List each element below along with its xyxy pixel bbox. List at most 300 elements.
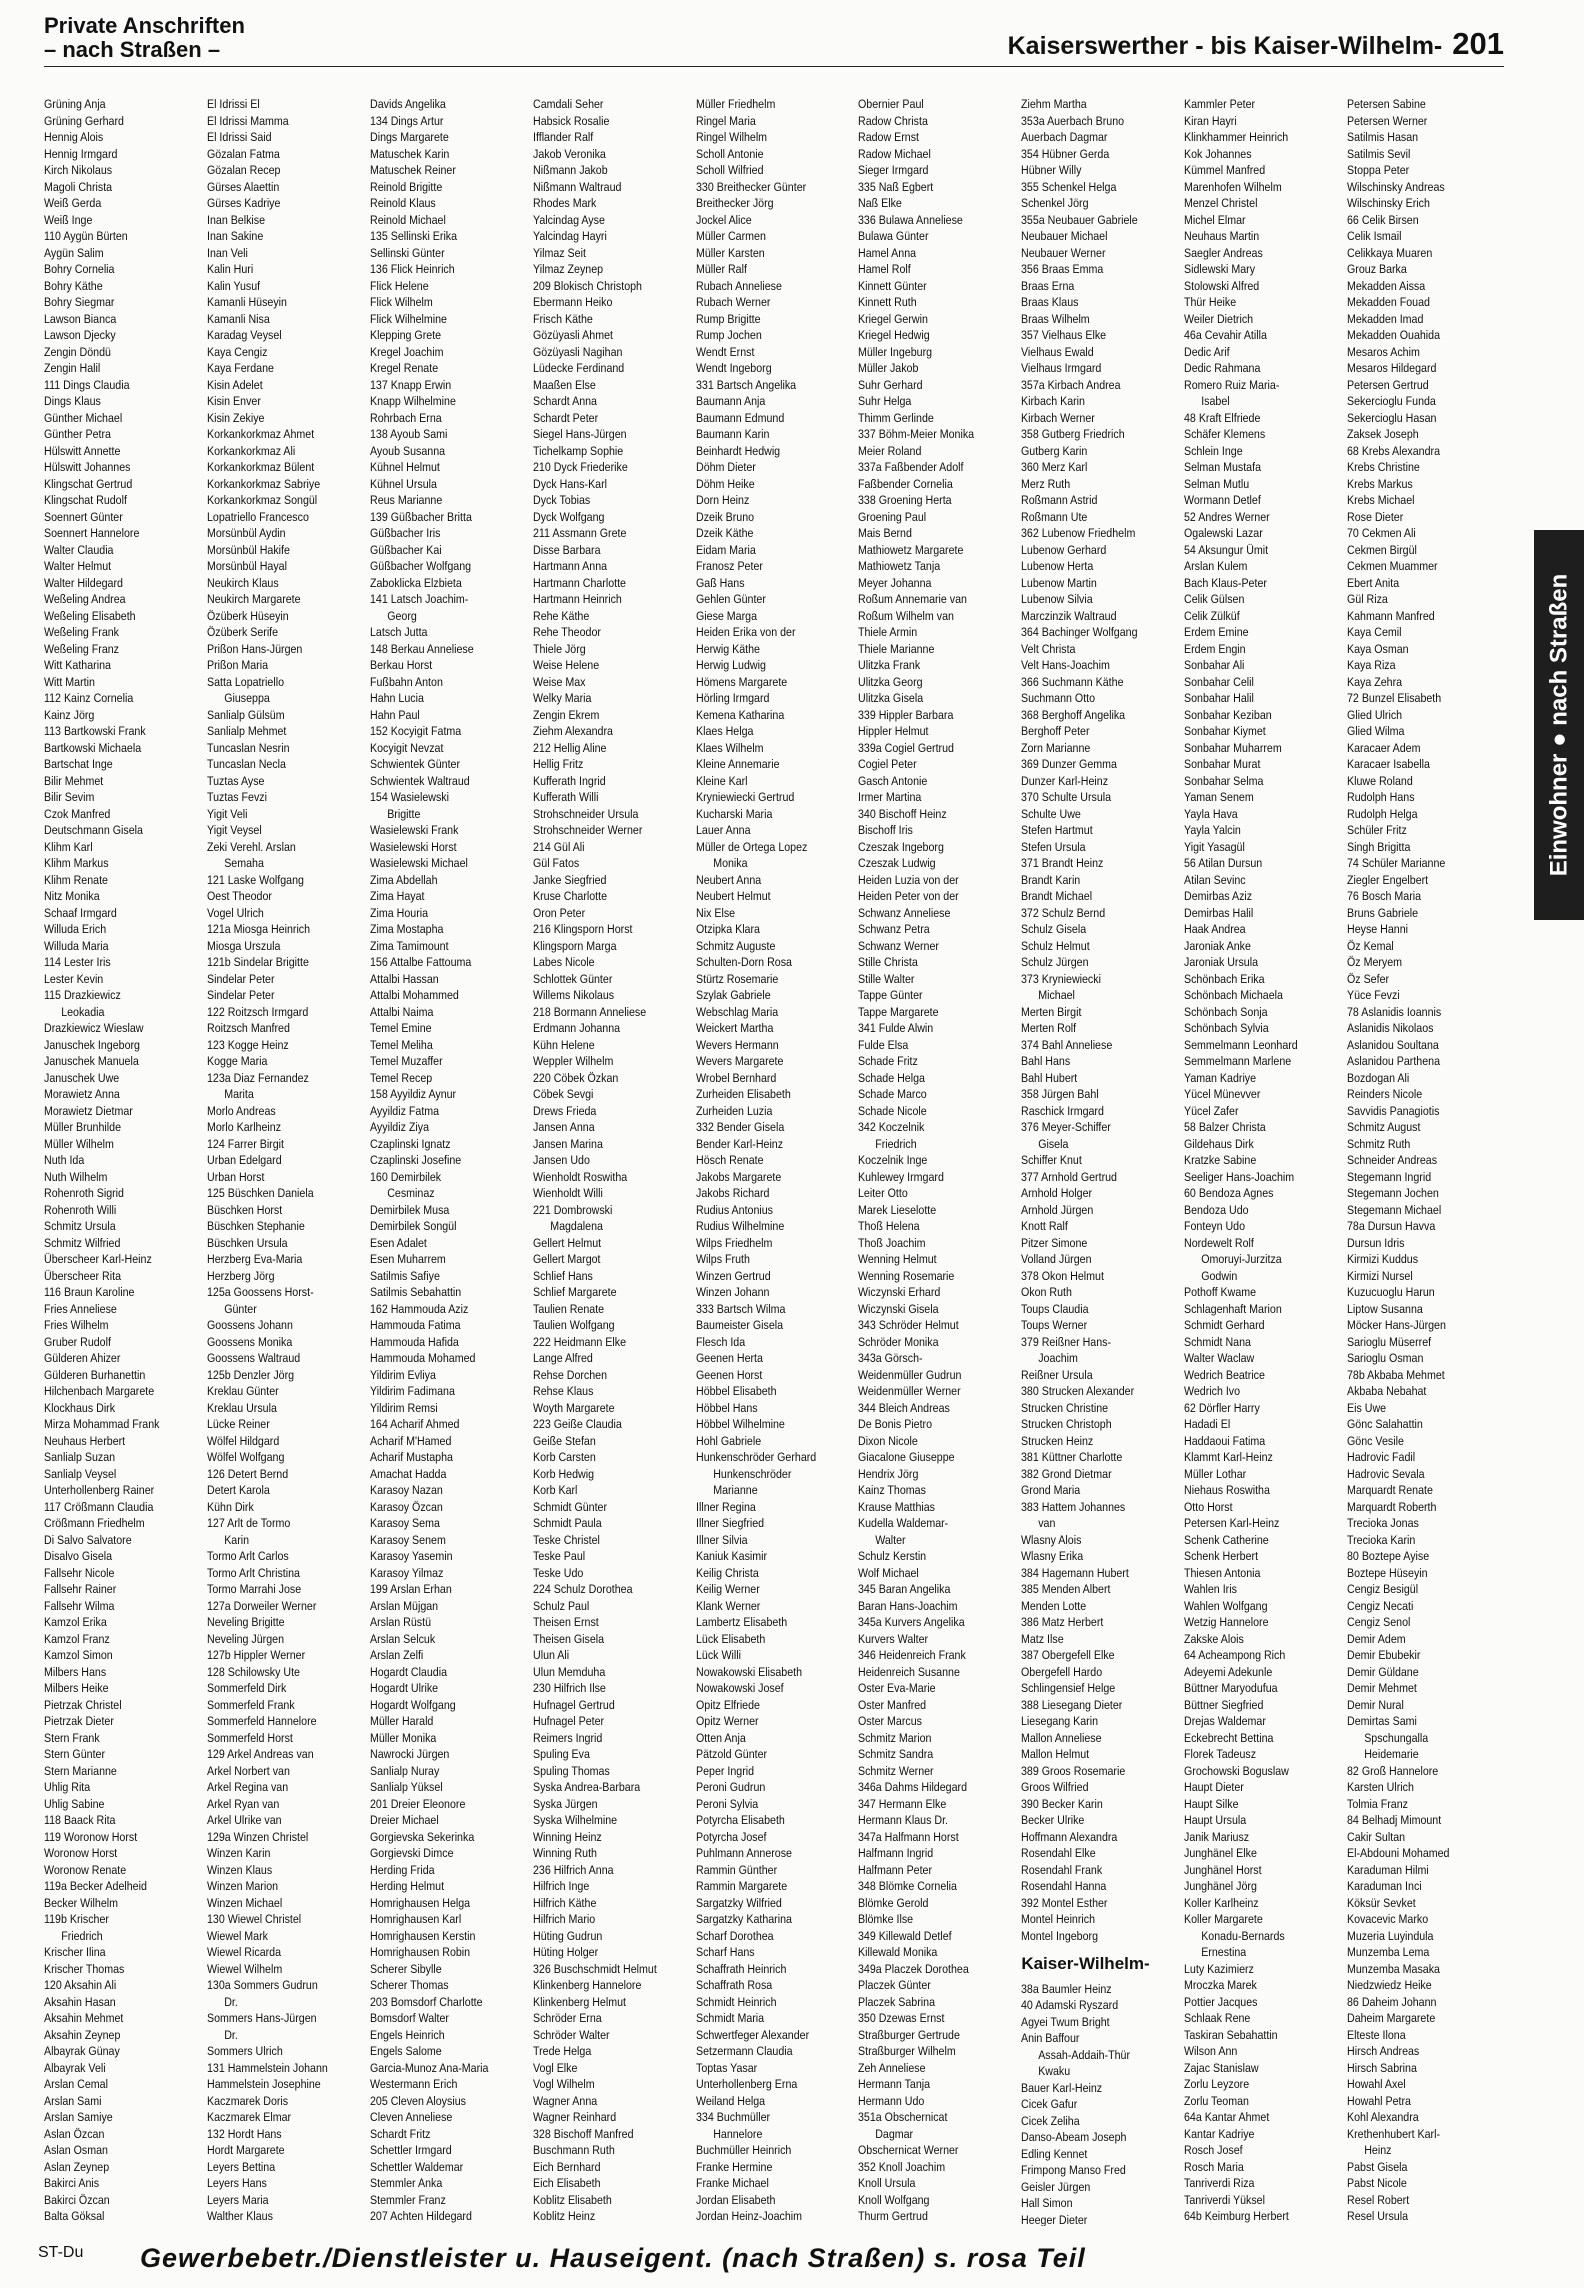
directory-entry: Vielhaus Ewald	[1021, 344, 1094, 359]
directory-entry: Soennert Günter	[44, 509, 123, 524]
directory-entry: Ayoub Susanna	[369, 443, 445, 458]
directory-entry: Kreklau Ursula	[206, 1400, 277, 1415]
directory-entry: 127 Arlt de Tormo	[206, 1516, 291, 1530]
directory-entry: Sonbahar Ali	[1184, 658, 1245, 672]
directory-entry: Munzemba Lema	[1347, 1945, 1430, 1959]
directory-entry: Dyck Wolfgang	[532, 509, 605, 524]
directory-entry: Jakob Veronika	[532, 146, 606, 161]
directory-entry: Dreier Michael	[369, 1813, 439, 1827]
directory-entry: 338 Groening Herta	[858, 493, 953, 507]
directory-entry: Wölfel Wolfgang	[206, 1450, 285, 1464]
directory-entry: Januschek Ingeborg	[44, 1037, 140, 1052]
directory-entry: Neubert Helmut	[695, 889, 771, 903]
directory-entry: Semmelmann Leonhard	[1184, 1037, 1298, 1052]
directory-entry: Nix Else	[695, 905, 735, 920]
directory-entry: Woronow Renate	[44, 1862, 127, 1877]
directory-entry: Disse Barbara	[532, 542, 601, 557]
directory-entry: Willuda Erich	[44, 922, 107, 936]
directory-entry: Hammouda Mohamed	[369, 1351, 476, 1365]
directory-entry: 384 Hagemann Hubert	[1021, 1565, 1130, 1580]
directory-column	[533, 96, 690, 2226]
directory-entry: Sarioglu Osman	[1347, 1351, 1424, 1365]
page-header-left	[44, 14, 245, 62]
directory-entry: Bakirci Anis	[44, 2176, 100, 2190]
directory-entry: Schulz Gisela	[1021, 922, 1087, 936]
directory-entry: Kurvers Walter	[858, 1631, 929, 1646]
directory-entry: 350 Dzewas Ernst	[858, 2011, 945, 2025]
directory-entry: Stolowski Alfred	[1184, 278, 1260, 293]
directory-entry: Müller Friedhelm	[695, 97, 775, 111]
directory-entry: Braas Wilhelm	[1021, 311, 1091, 326]
directory-entry: Sommers Hans-Jürgen	[206, 2011, 317, 2025]
directory-entry: 212 Hellig Aline	[532, 740, 607, 755]
directory-entry: Reimers Ingrid	[532, 1730, 602, 1745]
directory-entry: Setzermann Claudia	[695, 2044, 793, 2058]
directory-entry: Attalbi Naima	[369, 1004, 434, 1019]
directory-entry: Scholl Antonie	[695, 146, 764, 161]
directory-entry: Schlottek Günter	[532, 971, 613, 986]
directory-entry: 199 Arslan Erhan	[369, 1582, 452, 1596]
directory-entry: Mallon Helmut	[1021, 1747, 1090, 1761]
directory-entry: Daheim Margarete	[1347, 2011, 1436, 2025]
directory-entry: Neveling Brigitte	[206, 1615, 285, 1629]
directory-entry: Suchmann Otto	[1021, 691, 1096, 705]
directory-entry: Bach Klaus-Peter	[1184, 575, 1268, 590]
directory-entry: Camdali Seher	[532, 97, 604, 111]
directory-entry: Yüce Fevzi	[1347, 988, 1400, 1002]
directory-entry: 352 Knoll Joachim	[858, 2159, 946, 2174]
directory-entry: 121a Miosga Heinrich	[206, 922, 310, 936]
directory-entry: Hüting Holger	[532, 1945, 598, 1959]
directory-entry: Gönc Salahattin	[1347, 1417, 1423, 1431]
directory-entry: Zaboklicka Elzbieta	[369, 575, 462, 590]
directory-entry: 48 Kraft Elfriede	[1184, 410, 1261, 425]
directory-entry: Jansen Anna	[532, 1120, 595, 1134]
directory-entry: Schönbach Sonja	[1184, 1004, 1268, 1019]
directory-entry	[1347, 2225, 1482, 2227]
directory-entry: Kregel Joachim	[369, 344, 444, 359]
directory-entry: Marenhofen Wilhelm	[1184, 179, 1282, 194]
directory-entry: Überscheer Rita	[44, 1268, 121, 1283]
directory-entry: Müller Brunhilde	[44, 1120, 121, 1134]
directory-entry: Morawietz Anna	[44, 1087, 120, 1101]
directory-entry: Jansen Udo	[532, 1153, 590, 1167]
directory-entry: Lange Alfred	[532, 1351, 593, 1365]
directory-entry: Satilmis Safiye	[369, 1268, 440, 1283]
directory-entry: Petersen Gertrud	[1347, 377, 1429, 392]
directory-entry: 111 Dings Claudia	[44, 377, 130, 392]
directory-entry: Rehse Dorchen	[532, 1367, 607, 1382]
directory-entry: Syska Andrea-Barbara	[532, 1780, 640, 1794]
directory-entry: Schenk Catherine	[1184, 1532, 1269, 1547]
directory-entry: Kümmel Manfred	[1184, 163, 1266, 177]
directory-entry: 56 Atilan Dursun	[1184, 856, 1263, 870]
directory-entry: Lopatriello Francesco	[206, 509, 309, 524]
directory-entry: 78a Dursun Havva	[1347, 1219, 1436, 1233]
directory-entry: Beinhardt Hedwig	[695, 443, 780, 458]
directory-entry: 343 Schröder Helmut	[858, 1318, 960, 1332]
directory-entry: Schardt Peter	[532, 410, 598, 425]
directory-entry: Otten Anja	[695, 1730, 746, 1745]
directory-entry: Roßum Annemarie van	[858, 592, 968, 606]
directory-entry: Michael	[1038, 988, 1076, 1002]
directory-entry: 223 Geiße Claudia	[532, 1417, 622, 1431]
directory-entry: Marita	[224, 1087, 254, 1101]
directory-entry: Grüning Gerhard	[44, 113, 124, 128]
directory-entry: 58 Balzer Christa	[1184, 1120, 1266, 1134]
directory-entry: 127b Hippler Werner	[206, 1648, 306, 1662]
directory-entry: Michel Elmar	[1184, 212, 1246, 227]
directory-entry: Okon Ruth	[1021, 1285, 1073, 1299]
directory-entry: Petersen Sabine	[1347, 97, 1426, 111]
directory-entry: Nuth Ida	[44, 1153, 85, 1167]
directory-entry: Karacaer Adem	[1347, 740, 1421, 755]
directory-entry: Suhr Helga	[858, 394, 912, 408]
directory-entry: Ringel Wilhelm	[695, 130, 767, 144]
directory-entry: Krebs Markus	[1347, 476, 1413, 491]
directory-entry: 364 Bachinger Wolfgang	[1021, 625, 1138, 639]
directory-entry: Schwanz Petra	[858, 922, 931, 936]
directory-entry: Radow Ernst	[858, 130, 920, 144]
directory-entry: Urban Edelgard	[206, 1153, 282, 1167]
directory-entry: Wagner Anna	[532, 2093, 597, 2108]
directory-entry: 76 Bosch Maria	[1347, 889, 1422, 903]
directory-entry: 369 Dunzer Gemma	[1021, 757, 1118, 771]
directory-entry: Obergefell Hardo	[1021, 1664, 1103, 1679]
directory-entry: Weppler Wilhelm	[532, 1054, 613, 1068]
directory-entry: Özüberk Hüseyin	[206, 608, 289, 623]
directory-entry: Pabst Nicole	[1347, 2176, 1407, 2190]
directory-entry: Sommers Ulrich	[206, 2044, 283, 2058]
directory-entry: Willuda Maria	[44, 938, 109, 953]
directory-entry: Taulien Renate	[532, 1301, 604, 1316]
directory-entry: Stille Christa	[858, 955, 919, 969]
directory-column	[1021, 96, 1178, 2226]
directory-entry: Boztepe Hüseyin	[1347, 1565, 1428, 1580]
directory-entry: Acharif Mustapha	[369, 1450, 453, 1464]
directory-entry: 52 Andres Werner	[1184, 509, 1270, 524]
directory-entry: Klinkenberg Helmut	[532, 1994, 626, 2009]
directory-entry: Gruber Rudolf	[44, 1334, 111, 1349]
directory-entry: Tuncaslan Necla	[206, 757, 286, 771]
directory-entry: Buchmüller Heinrich	[695, 2143, 791, 2157]
directory-entry: Rhodes Mark	[532, 196, 597, 210]
directory-entry: Hübner Willy	[1021, 163, 1082, 177]
directory-entry: Kriegel Gerwin	[858, 311, 929, 326]
directory-entry: Weickert Martha	[695, 1021, 773, 1035]
directory-entry: Hohl Gabriele	[695, 1433, 761, 1448]
directory-entry: Disalvo Gisela	[44, 1549, 113, 1563]
directory-entry: Müller Karsten	[695, 245, 765, 260]
directory-entry: 366 Suchmann Käthe	[1021, 674, 1124, 689]
directory-entry: Thoß Helena	[858, 1219, 921, 1233]
directory-entry: 162 Hammouda Aziz	[369, 1301, 469, 1316]
directory-entry: Hunkenschröder Gerhard	[695, 1450, 816, 1464]
directory-entry: 392 Montel Esther	[1021, 1895, 1108, 1910]
directory-entry: Marquardt Roberth	[1347, 1499, 1437, 1514]
directory-entry: Jordan Elisabeth	[695, 2192, 775, 2207]
directory-entry: Kudella Waldemar-	[858, 1516, 949, 1530]
directory-entry: Gönc Vesile	[1347, 1433, 1404, 1448]
directory-entry: Teske Paul	[532, 1549, 585, 1563]
directory-entry: Schlief Margarete	[532, 1285, 617, 1299]
directory-entry: Leyers Maria	[206, 2192, 269, 2207]
directory-entry: Arkel Norbert van	[206, 1763, 290, 1778]
directory-entry: Theisen Ernst	[532, 1615, 599, 1629]
directory-entry: Kemena Katharina	[695, 707, 784, 722]
directory-entry: Reinold Michael	[369, 212, 446, 227]
directory-entry: Schwanz Anneliese	[858, 905, 951, 920]
directory-entry: Zorlu Leyzore	[1184, 2077, 1250, 2091]
directory-entry: Schulz Kerstin	[858, 1549, 927, 1563]
directory-entry: Esen Adalet	[369, 1235, 427, 1250]
directory-entry: Yaman Kadriye	[1184, 1070, 1257, 1085]
directory-entry: Junghänel Jörg	[1184, 1879, 1258, 1893]
directory-entry: Fries Anneliese	[44, 1301, 117, 1316]
directory-entry: Kirmizi Nursel	[1347, 1268, 1413, 1283]
directory-entry: 126 Detert Bernd	[206, 1466, 289, 1481]
directory-entry: 337 Böhm-Meier Monika	[858, 427, 975, 441]
directory-entry: Rudius Antonius	[695, 1202, 773, 1217]
directory-entry: Schönbach Sylvia	[1184, 1021, 1269, 1035]
directory-entry: Ziehm Alexandra	[532, 724, 613, 738]
directory-entry: Wrobel Bernhard	[695, 1070, 776, 1085]
directory-entry: Flick Wilhelm	[369, 295, 433, 309]
directory-entry: 148 Berkau Anneliese	[369, 641, 474, 656]
directory-entry: Groos Wilfried	[1021, 1780, 1089, 1794]
directory-entry: Reus Marianne	[369, 493, 443, 507]
directory-entry: Matuschek Karin	[369, 146, 450, 161]
directory-entry: Kamzol Simon	[44, 1648, 113, 1662]
directory-entry: De Bonis Pietro	[858, 1417, 933, 1431]
directory-entry: Howahl Petra	[1347, 2093, 1412, 2108]
directory-entry: Fallsehr Wilma	[44, 1598, 115, 1613]
directory-entry: Ulun Memduha	[532, 1664, 605, 1679]
directory-entry: Schmitz Wilfried	[44, 1235, 121, 1250]
directory-entry: Cengiz Besigül	[1347, 1582, 1419, 1596]
directory-entry: 201 Dreier Eleonore	[369, 1796, 466, 1811]
directory-entry: Grochowski Boguslaw	[1184, 1763, 1290, 1778]
directory-entry: 346 Heidenreich Frank	[858, 1648, 967, 1662]
directory-entry: Klank Werner	[695, 1598, 760, 1613]
directory-entry: Theisen Gisela	[532, 1631, 604, 1646]
directory-entry: 40 Adamski Ryszard	[1021, 1998, 1119, 2012]
directory-entry: 122 Roitzsch Irmgard	[206, 1004, 309, 1019]
directory-entry: 123a Diaz Fernandez	[206, 1070, 309, 1085]
directory-entry: Stegemann Jochen	[1347, 1186, 1439, 1200]
directory-entry: Möcker Hans-Jürgen	[1347, 1318, 1447, 1332]
directory-entry: Placzek Sabrina	[858, 1994, 936, 2009]
directory-entry: Walter Helmut	[44, 559, 112, 573]
directory-entry: Müller Ralf	[695, 262, 747, 276]
directory-entry: Yayla Yalcin	[1184, 823, 1242, 837]
directory-entry: Pottier Jacques	[1184, 1994, 1258, 2009]
directory-entry: Selman Mutlu	[1184, 476, 1250, 491]
directory-entry: Arnhold Holger	[1021, 1186, 1093, 1200]
directory-entry: Dedic Rahmana	[1184, 361, 1261, 375]
directory-entry: Aygün Salim	[44, 245, 104, 260]
directory-entry: Tolmia Franz	[1347, 1796, 1409, 1811]
directory-entry: Blömke Ilse	[858, 1912, 914, 1926]
directory-entry: Kaya Osman	[1347, 641, 1409, 656]
directory-entry: Marek Lieselotte	[858, 1202, 937, 1217]
directory-entry: Kaczmarek Elmar	[206, 2110, 291, 2124]
directory-entry: Klinkenberg Hannelore	[532, 1978, 642, 1992]
directory-entry: Schmitz Auguste	[695, 938, 775, 953]
directory-entry: Toptas Yasar	[695, 2060, 757, 2075]
directory-entry: Kisin Enver	[206, 394, 261, 408]
directory-entry: Agyei Twum Bright	[1021, 2014, 1110, 2029]
directory-entry: Arslan Cemal	[44, 2077, 108, 2091]
directory-entry: Munzemba Masaka	[1347, 1961, 1441, 1976]
directory-entry: Arslan Zelfi	[369, 1648, 424, 1662]
directory-entry: Sanlialp Mehmet	[206, 724, 287, 738]
directory-entry: Klockhaus Dirk	[44, 1400, 116, 1415]
directory-entry: Gürses Alaettin	[206, 179, 280, 194]
directory-entry: Haupt Dieter	[1184, 1780, 1245, 1794]
directory-entry: Wiewel Wilhelm	[206, 1961, 283, 1976]
directory-entry: 152 Kocyigit Fatma	[369, 724, 461, 738]
directory-entry: Klepping Grete	[369, 328, 441, 342]
directory-entry: 132 Hordt Hans	[206, 2126, 282, 2141]
directory-entry: Potyrcha Elisabeth	[695, 1813, 785, 1827]
directory-entry: Krischer Ilina	[44, 1945, 106, 1959]
directory-entry: Sanlialp Suzan	[44, 1450, 116, 1464]
directory-entry: Ayyildiz Fatma	[369, 1103, 439, 1118]
directory-entry: Kohl Alexandra	[1347, 2110, 1419, 2124]
directory-entry: Rehe Theodor	[532, 625, 601, 639]
directory-entry: Arslan Kulem	[1184, 559, 1248, 573]
directory-entry: Wlasny Alois	[1021, 1532, 1082, 1547]
directory-entry: Zima Houria	[369, 905, 428, 920]
directory-entry: 358 Jürgen Bahl	[1021, 1087, 1099, 1101]
directory-entry: Gürses Kadriye	[206, 196, 281, 210]
header-section-subtitle: – nach Straßen –	[44, 37, 221, 62]
directory-entry: Höbbel Hans	[695, 1400, 758, 1415]
directory-entry: Döhm Dieter	[695, 460, 756, 474]
directory-entry: Korb Hedwig	[532, 1466, 594, 1481]
directory-entry: Marquardt Renate	[1347, 1483, 1434, 1497]
directory-entry: Jakobs Margarete	[695, 1169, 781, 1184]
directory-entry: Demirbilek Musa	[369, 1202, 450, 1217]
directory-entry: Ulitzka Georg	[858, 674, 923, 689]
directory-entry: Wolf Michael	[858, 1565, 920, 1580]
directory-entry: Sieger Irmgard	[858, 163, 929, 177]
directory-entry: Temel Emine	[369, 1021, 432, 1035]
directory-entry: Weßeling Franz	[44, 641, 120, 656]
directory-entry: Czaplinski Ignatz	[369, 1136, 451, 1151]
directory-entry: Adeyemi Adekunle	[1184, 1664, 1273, 1679]
directory-entry: Vogel Ulrich	[206, 905, 264, 920]
directory-entry: Bozdogan Ali	[1347, 1070, 1410, 1085]
directory-entry: Georg	[386, 608, 417, 623]
directory-entry: Zakske Alois	[1184, 1631, 1245, 1646]
directory-entry: Lawson Bianca	[44, 311, 117, 326]
directory-entry: Wiczynski Erhard	[858, 1285, 941, 1299]
directory-entry: Hellig Fritz	[532, 757, 583, 771]
directory-entry: 117 Crößmann Claudia	[44, 1499, 154, 1514]
directory-entry: Wienholdt Roswitha	[532, 1169, 627, 1184]
directory-entry: Illner Regina	[695, 1499, 756, 1514]
directory-entry: Gül Riza	[1347, 592, 1388, 606]
directory-entry: Erdmann Johanna	[532, 1021, 620, 1035]
directory-entry: Heyse Hanni	[1347, 922, 1409, 936]
directory-entry: Schulte Uwe	[1021, 806, 1082, 821]
directory-entry: Winzen Michael	[206, 1895, 283, 1910]
directory-entry: Teske Christel	[532, 1532, 600, 1547]
directory-entry: Stille Walter	[858, 971, 915, 986]
directory-entry: Goossens Monika	[206, 1334, 293, 1349]
directory-entry: Kahmann Manfred	[1347, 608, 1435, 623]
directory-entry: Uhlig Rita	[44, 1780, 91, 1794]
directory-entry: Hall Simon	[1021, 2196, 1073, 2210]
directory-entry: Tanriverdi Riza	[1184, 2176, 1255, 2190]
directory-entry: Weßeling Elisabeth	[44, 608, 136, 623]
directory-entry: Zengin Ekrem	[532, 707, 599, 722]
directory-entry: 353a Auerbach Bruno	[1021, 113, 1125, 128]
directory-entry: Rudius Wilhelmine	[695, 1219, 784, 1233]
directory-entry: Vogl Wilhelm	[532, 2077, 595, 2091]
directory-entry: Aksahin Hasan	[44, 1994, 116, 2009]
directory-entry: Semaha	[224, 856, 264, 870]
directory-entry: Matuschek Reiner	[369, 163, 456, 177]
directory-entry: Seeliger Hans-Joachim	[1184, 1169, 1295, 1184]
directory-entry: Sekercioglu Hasan	[1347, 410, 1437, 425]
directory-entry: Stefen Hartmut	[1021, 823, 1094, 837]
directory-entry: Korb Carsten	[532, 1450, 596, 1464]
directory-entry: Hirsch Andreas	[1347, 2044, 1420, 2058]
directory-entry: Tappe Günter	[858, 988, 924, 1002]
directory-entry: Danso-Abeam Joseph	[1021, 2130, 1127, 2144]
directory-entry: Sarioglu Müserref	[1347, 1334, 1432, 1349]
directory-entry: Kamanli Hüseyin	[206, 295, 287, 309]
directory-entry: Mallon Anneliese	[1021, 1730, 1102, 1745]
directory-entry: Wasielewski Frank	[369, 823, 459, 837]
directory-entry: Kühn Helene	[532, 1037, 595, 1052]
directory-entry: Otzipka Klara	[695, 922, 760, 936]
directory-entry: Acharif M'Hamed	[369, 1433, 452, 1448]
directory-entry: Stefen Ursula	[1021, 839, 1086, 854]
directory-entry: Neukirch Klaus	[206, 575, 279, 590]
directory-entry: Hogardt Wolfgang	[369, 1697, 456, 1712]
directory-entry: 119a Becker Adelheid	[44, 1879, 147, 1893]
directory-entry: Radow Michael	[858, 146, 932, 161]
directory-entry: Yilmaz Zeynep	[532, 262, 603, 276]
directory-entry: Kriegel Hedwig	[858, 328, 931, 342]
directory-entry: Franosz Peter	[695, 559, 763, 573]
directory-entry: Breithecker Jörg	[695, 196, 774, 210]
directory-entry: Satilmis Sevil	[1347, 146, 1411, 161]
directory-entry: 370 Schulte Ursula	[1021, 790, 1112, 804]
street-range-title: Kaiserswerther - bis Kaiser-Wilhelm-	[1007, 32, 1443, 60]
directory-entry: 120 Aksahin Ali	[44, 1978, 117, 1992]
directory-entry: Stürtz Rosemarie	[695, 971, 778, 986]
directory-entry: Ebermann Heiko	[532, 295, 613, 309]
directory-entry: Satilmis Sebahattin	[369, 1285, 461, 1299]
page-number: 201	[1452, 26, 1504, 61]
directory-entry: Peroni Sylvia	[695, 1796, 758, 1811]
directory-entry: Höbbel Elisabeth	[695, 1384, 777, 1398]
directory-entry: Kühnel Helmut	[369, 460, 440, 474]
directory-entry: Demir Adem	[1347, 1631, 1406, 1646]
directory-entry: Dings Margarete	[369, 130, 449, 144]
directory-entry: Mais Bernd	[858, 526, 913, 540]
directory-entry: Karadag Veysel	[206, 328, 282, 342]
directory-entry: Lauer Anna	[695, 823, 751, 837]
directory-entry: Wiczynski Gisela	[858, 1301, 939, 1316]
directory-entry: Opitz Werner	[695, 1714, 759, 1728]
directory-entry: Fallsehr Rainer	[44, 1582, 117, 1596]
